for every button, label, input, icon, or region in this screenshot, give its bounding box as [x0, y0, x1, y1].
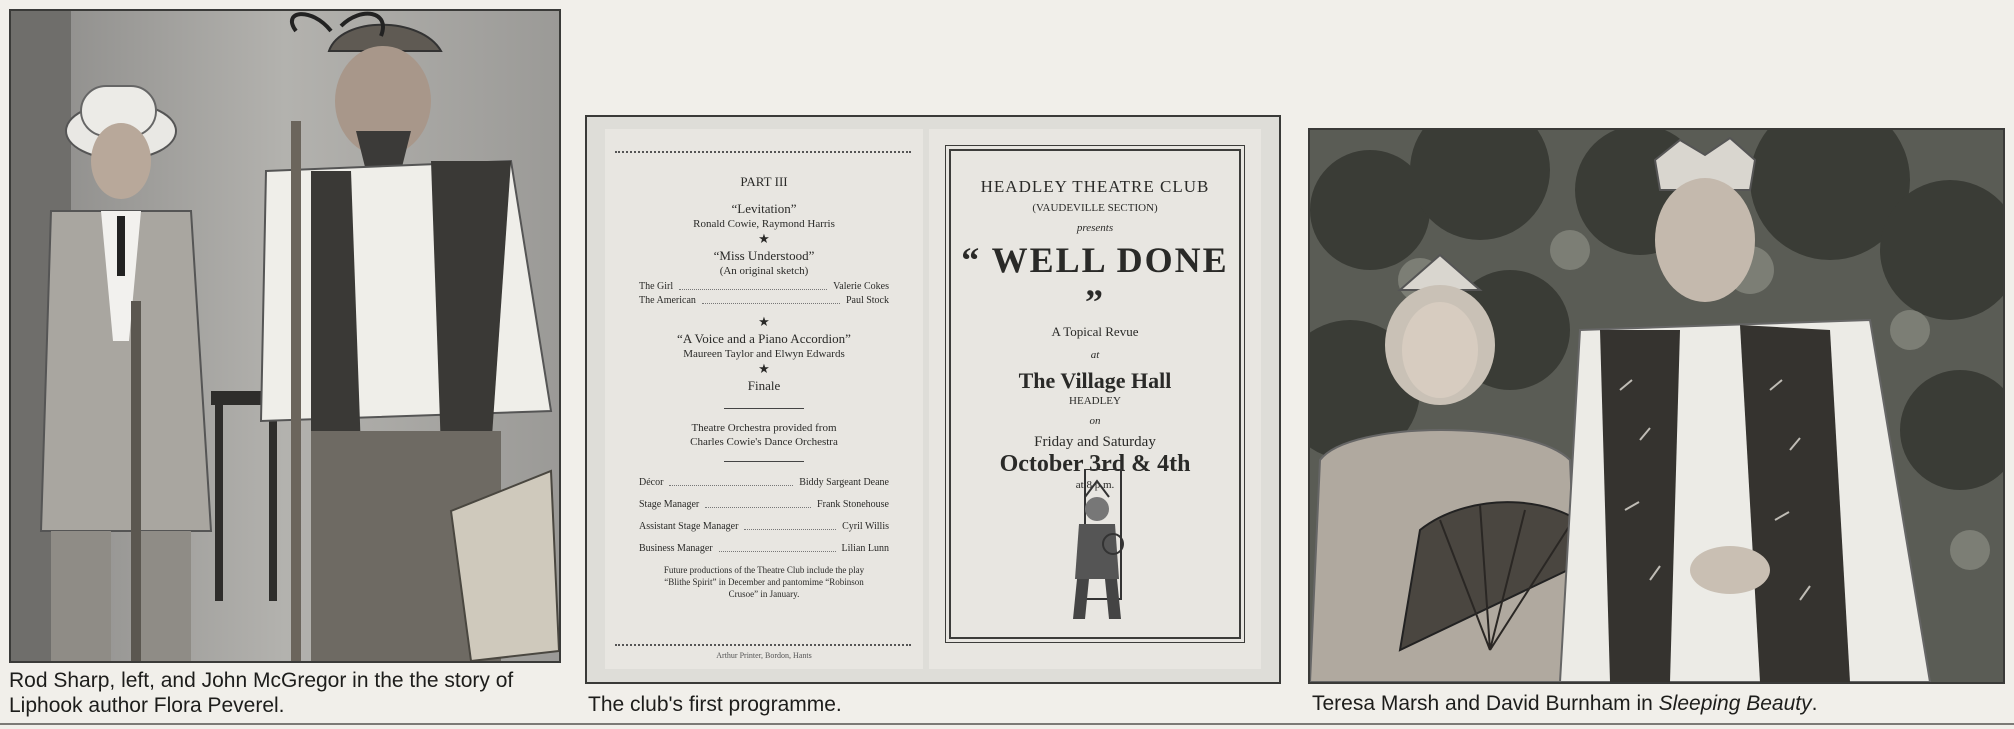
caption-suffix: . [1811, 692, 1818, 715]
show-title: “ WELL DONE ” [961, 240, 1229, 322]
actors-photo [9, 9, 561, 663]
item4-title: Finale [747, 378, 781, 393]
leader-dots [705, 498, 811, 508]
item1-cast: Ronald Cowie, Raymond Harris [693, 218, 835, 230]
item1-title: “Levitation” [731, 201, 797, 216]
programme-left-page [605, 129, 923, 669]
orchestra-line1: Theatre Orchestra provided from [691, 422, 837, 434]
item3-title: “A Voice and a Piano Accordion” [677, 331, 851, 346]
sleeping-beauty-illustration [1310, 130, 2003, 682]
left-bottom-dotted-rule [615, 644, 911, 646]
programme-right-page [929, 129, 1261, 669]
performance-time: at 8 p.m. [1075, 479, 1115, 491]
future-line3: Crusoe” in January. [728, 589, 800, 599]
credit-role: Stage Manager [639, 499, 700, 510]
actors-caption-line1: Rod Sharp, left, and John McGregor in the the story of [9, 669, 514, 692]
photo-panel-sleeping-beauty [1306, 128, 2014, 728]
credit-row [639, 542, 889, 556]
venue-name: The Village Hall [1018, 368, 1172, 393]
performance-days: Friday and Saturday [1034, 434, 1156, 450]
role-row [639, 294, 889, 308]
programme-caption: The club's first programme. [588, 693, 842, 716]
credit-row [639, 498, 889, 512]
at-label: at [1090, 349, 1100, 361]
leader-dots [669, 476, 793, 486]
credit-name: Biddy Sargeant Deane [799, 477, 889, 488]
credit-row [639, 520, 889, 534]
photo-panel-actors [0, 0, 570, 729]
role-name: The Girl [639, 281, 674, 292]
credit-role: Assistant Stage Manager [639, 521, 739, 532]
caption-play-title: Sleeping Beauty [1658, 692, 1812, 715]
role-row [639, 280, 889, 294]
leader-dots [702, 294, 840, 304]
future-line1: Future productions of the Theatre Club include the play [663, 565, 865, 575]
sleeping-beauty-caption [1312, 691, 2012, 716]
printer-credit: Arthur Printer, Bordon, Hants [716, 651, 812, 660]
performance-dates: October 3rd & 4th [999, 451, 1191, 477]
credit-name: Frank Stonehouse [817, 499, 889, 510]
item2-title: “Miss Understood” [713, 248, 815, 263]
show-subtitle: A Topical Revue [1051, 324, 1139, 339]
credit-role: Business Manager [639, 543, 713, 554]
credit-row [639, 476, 889, 490]
actors-illustration [11, 11, 559, 661]
role-actor: Valerie Cokes [833, 281, 889, 292]
credit-name: Cyril Willis [842, 521, 889, 532]
page-bottom-rule [0, 723, 2014, 725]
photo-panel-programme [585, 115, 1285, 729]
orchestra-line2: Charles Cowie's Dance Orchestra [690, 436, 838, 448]
leader-dots [679, 280, 827, 290]
on-label: on [1089, 415, 1101, 427]
credit-name: Lilian Lunn [841, 543, 889, 554]
item2-subtitle: (An original sketch) [719, 265, 809, 277]
short-rule-2 [724, 461, 804, 462]
actors-caption [9, 668, 569, 718]
left-top-dotted-rule [615, 151, 911, 153]
star-divider-1: ★ [758, 231, 770, 246]
sleeping-beauty-photo [1308, 128, 2005, 684]
part-heading: PART III [740, 174, 788, 189]
jester-illustration [1057, 469, 1137, 629]
actors-caption-line2: Liphook author Flora Peverel. [9, 694, 285, 717]
programme-photo [585, 115, 1281, 684]
club-name: HEADLEY THEATRE CLUB [980, 177, 1210, 196]
venue-place: HEADLEY [1069, 395, 1121, 407]
future-line2: “Blithe Spirit” in December and pantomime “Robinson [664, 577, 864, 587]
caption-prefix: Teresa Marsh and David Burnham in [1312, 692, 1659, 715]
leader-dots [744, 520, 836, 530]
leader-dots [719, 542, 836, 552]
short-rule-1 [724, 408, 804, 409]
credit-role: Décor [639, 477, 664, 488]
star-divider-2: ★ [758, 314, 770, 329]
role-actor: Paul Stock [845, 295, 889, 306]
club-section: (VAUDEVILLE SECTION) [1032, 202, 1158, 214]
item3-cast: Maureen Taylor and Elwyn Edwards [683, 348, 845, 360]
role-name: The American [639, 295, 696, 306]
presents-label: presents [1076, 222, 1114, 234]
star-divider-3: ★ [758, 361, 770, 376]
